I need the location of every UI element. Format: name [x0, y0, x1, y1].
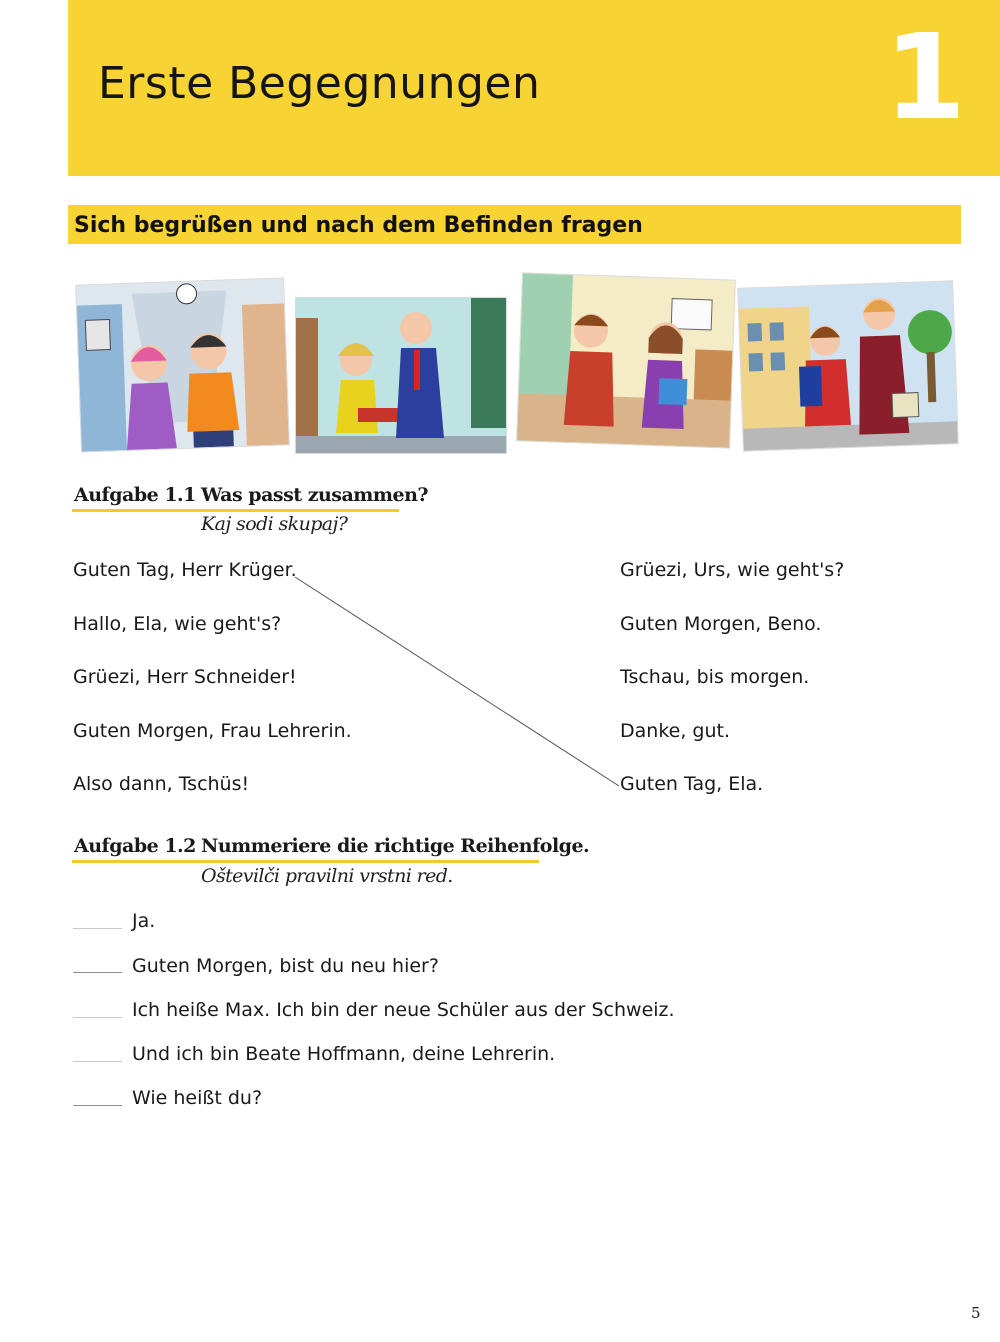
- match-right-5[interactable]: Guten Tag, Ela.: [620, 773, 764, 795]
- match-right-2[interactable]: Guten Morgen, Beno.: [620, 613, 822, 635]
- match-right-1[interactable]: Grüezi, Urs, wie geht's?: [620, 559, 845, 581]
- chapter-title: Erste Begegnungen: [98, 58, 541, 109]
- order-blank-5[interactable]: [73, 1105, 122, 1106]
- order-item-5: Wie heißt du?: [132, 1087, 263, 1109]
- match-connector-line: [295, 577, 619, 786]
- order-blank-1[interactable]: [73, 928, 122, 929]
- order-item-2: Guten Morgen, bist du neu hier?: [132, 955, 439, 977]
- match-left-1[interactable]: Guten Tag, Herr Krüger.: [73, 559, 297, 581]
- exercise1-title: Was passt zusammen?: [201, 484, 429, 506]
- match-left-5[interactable]: Also dann, Tschüs!: [73, 773, 250, 795]
- order-blank-3[interactable]: [73, 1017, 122, 1018]
- order-item-4: Und ich bin Beate Hoffmann, deine Lehrerin.: [132, 1043, 556, 1065]
- exercise2-underline: [72, 860, 539, 863]
- match-right-4[interactable]: Danke, gut.: [620, 720, 731, 742]
- match-left-2[interactable]: Hallo, Ela, wie geht's?: [73, 613, 282, 635]
- order-item-3: Ich heiße Max. Ich bin der neue Schüler aus der Schweiz.: [132, 999, 675, 1021]
- match-left-3[interactable]: Grüezi, Herr Schneider!: [73, 666, 297, 688]
- exercise1-label: Aufgabe 1.1: [74, 484, 196, 506]
- chapter-number: 1: [884, 8, 967, 146]
- exercise2-title: Nummeriere die richtige Reihenfolge.: [201, 835, 590, 857]
- exercise2-label: Aufgabe 1.2: [74, 835, 196, 857]
- exercise2-translation: Oštevilči pravilni vrstni red.: [201, 865, 453, 887]
- page-number: 5: [971, 1304, 981, 1322]
- order-item-1: Ja.: [132, 910, 156, 932]
- match-left-4[interactable]: Guten Morgen, Frau Lehrerin.: [73, 720, 352, 742]
- exercise1-translation: Kaj sodi skupaj?: [201, 513, 348, 535]
- order-blank-4[interactable]: [73, 1061, 122, 1062]
- section-title: Sich begrüßen und nach dem Befinden fragen: [74, 213, 643, 238]
- match-right-3[interactable]: Tschau, bis morgen.: [620, 666, 810, 688]
- order-blank-2[interactable]: [73, 972, 122, 973]
